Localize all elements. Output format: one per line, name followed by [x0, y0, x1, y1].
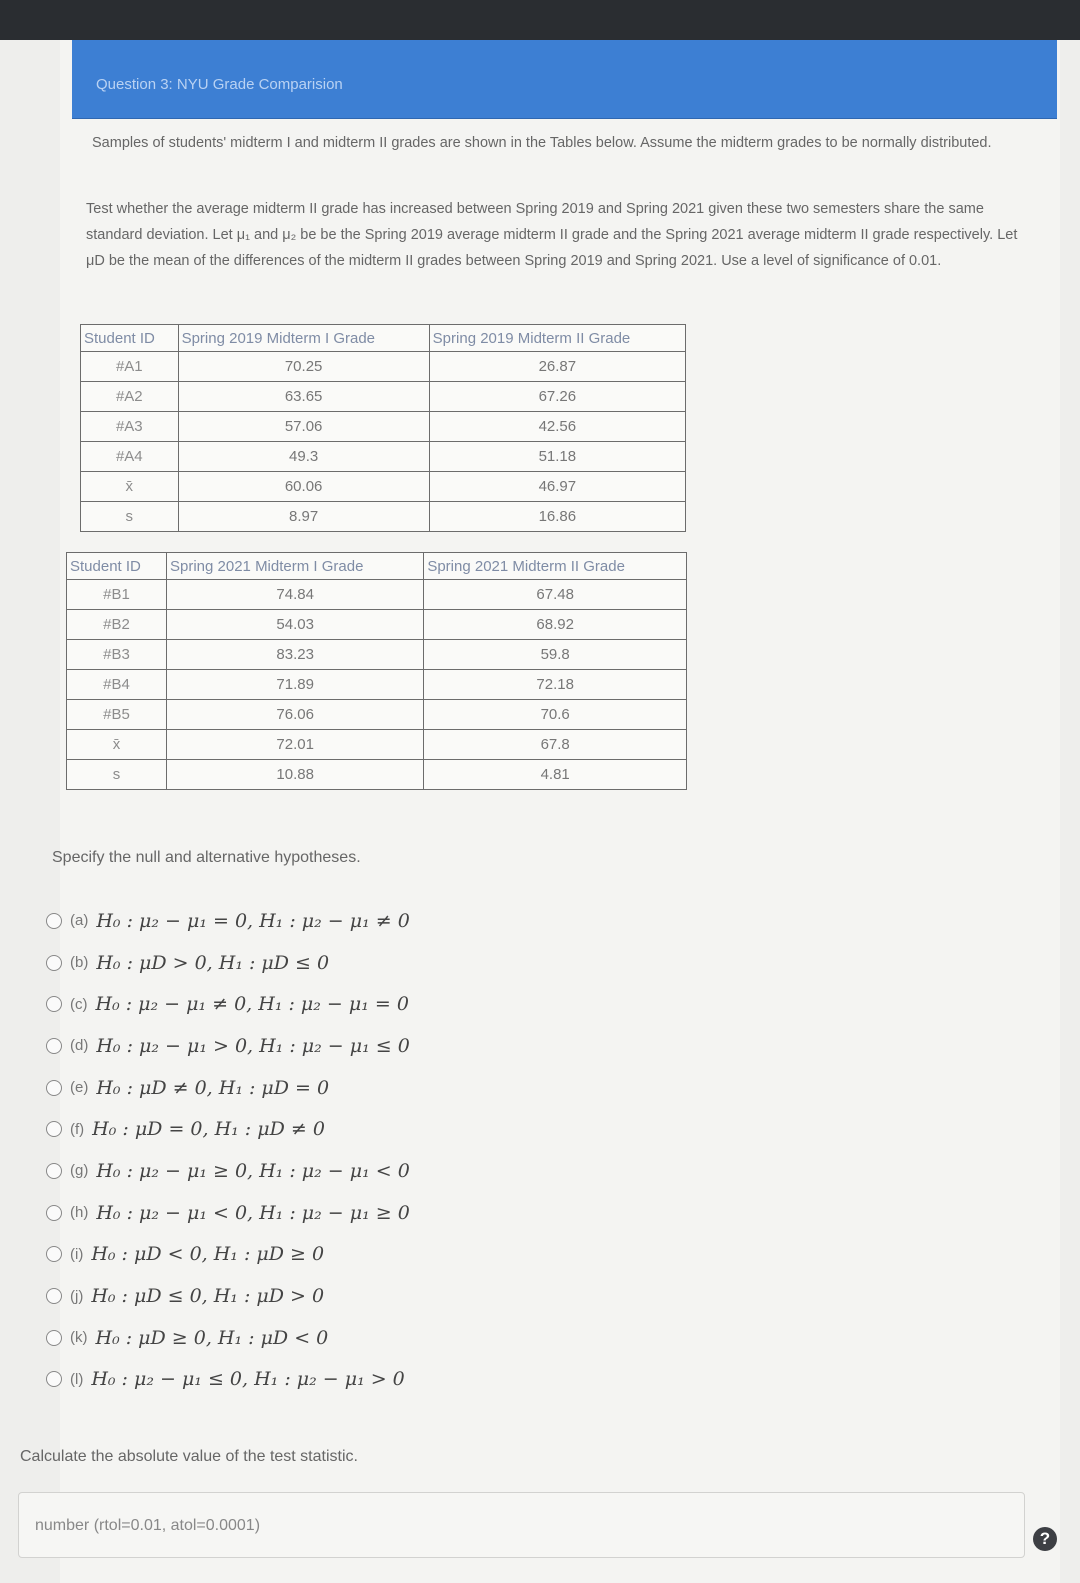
grade-cell: 57.06 [178, 412, 429, 442]
grade-cell: 42.56 [429, 412, 685, 442]
grade-cell: 67.48 [424, 580, 687, 610]
grade-cell: 51.18 [429, 442, 685, 472]
test-statistic-prompt: Calculate the absolute value of the test statistic. [20, 1448, 358, 1465]
grade-cell: 67.26 [429, 382, 685, 412]
task-paragraph: Test whether the average midterm II grade has increased between Spring 2019 and Spring 2021 given these two semesters share the same standard deviation. Let μ₁ and μ₂ be be the Spring 2019 average midterm II grade and the Spring 2021 average midterm II grade respectively. Let μD be the mean of the differences of the midterm II grades between Spring 2019 and Spring 2021. Use a level of significance of 0.01. [86, 201, 1018, 269]
option-letter: (a) [70, 912, 89, 930]
hypothesis-option[interactable] [46, 983, 410, 1025]
table-row [81, 472, 686, 502]
grade-cell: 4.81 [424, 760, 687, 790]
student-id-cell: s [67, 760, 167, 790]
grade-cell: 10.88 [167, 760, 424, 790]
grade-cell: 70.25 [178, 352, 429, 382]
grade-cell: 46.97 [429, 472, 685, 502]
hypothesis-option[interactable] [46, 900, 410, 942]
table-row [67, 760, 687, 790]
option-hypothesis: H₀ : μD < 0, H₁ : μD ≥ 0 [91, 1243, 325, 1266]
hypothesis-option[interactable] [46, 1192, 410, 1234]
grade-cell: 71.89 [167, 670, 424, 700]
radio-button[interactable] [46, 996, 62, 1012]
radio-button[interactable] [46, 1288, 62, 1304]
grade-cell: 67.8 [424, 730, 687, 760]
grade-cell: 26.87 [429, 352, 685, 382]
grade-cell: 83.23 [167, 640, 424, 670]
student-id-cell: x̄ [81, 472, 179, 502]
radio-button[interactable] [46, 1080, 62, 1096]
table-row [67, 700, 687, 730]
column-header: Spring 2021 Midterm II Grade [424, 553, 687, 580]
spring-2021-table [66, 552, 687, 790]
top-bar [0, 0, 1080, 40]
option-letter: (k) [70, 1329, 88, 1347]
radio-button[interactable] [46, 913, 62, 929]
hypothesis-option[interactable] [46, 1275, 410, 1317]
question-header [72, 40, 1057, 119]
student-id-cell: #B2 [67, 610, 167, 640]
table-row [81, 412, 686, 442]
table-header-row [81, 325, 686, 352]
option-letter: (l) [70, 1370, 84, 1388]
option-letter: (e) [70, 1079, 89, 1097]
hypotheses-radio-group [46, 900, 410, 1400]
option-hypothesis: H₀ : μ₂ − μ₁ > 0, H₁ : μ₂ − μ₁ ≤ 0 [96, 1034, 410, 1057]
student-id-cell: #B1 [67, 580, 167, 610]
grade-cell: 70.6 [424, 700, 687, 730]
grade-cell: 68.92 [424, 610, 687, 640]
intro-paragraph: Samples of students' midterm I and midterm II grades are shown in the Tables below. Assume the midterm grades to be normally distributed. [92, 135, 992, 151]
option-hypothesis: H₀ : μD = 0, H₁ : μD ≠ 0 [92, 1118, 325, 1141]
option-hypothesis: H₀ : μD ≥ 0, H₁ : μD < 0 [95, 1326, 329, 1349]
student-id-cell: #A2 [81, 382, 179, 412]
option-letter: (h) [70, 1204, 89, 1222]
hypothesis-option[interactable] [46, 1067, 410, 1109]
column-header: Student ID [81, 325, 179, 352]
student-id-cell: x̄ [67, 730, 167, 760]
radio-button[interactable] [46, 1205, 62, 1221]
grade-cell: 16.86 [429, 502, 685, 532]
student-id-cell: #A4 [81, 442, 179, 472]
hypotheses-prompt: Specify the null and alternative hypotheses. [52, 849, 361, 866]
student-id-cell: #B3 [67, 640, 167, 670]
table-row [67, 640, 687, 670]
table-row [67, 730, 687, 760]
question-mark-icon[interactable]: ? [1033, 1527, 1057, 1551]
grade-cell: 72.18 [424, 670, 687, 700]
column-header: Spring 2019 Midterm I Grade [178, 325, 429, 352]
option-letter: (f) [70, 1120, 85, 1138]
grade-cell: 76.06 [167, 700, 424, 730]
test-statistic-input[interactable] [18, 1492, 1025, 1558]
option-hypothesis: H₀ : μ₂ − μ₁ = 0, H₁ : μ₂ − μ₁ ≠ 0 [96, 909, 410, 932]
option-hypothesis: H₀ : μ₂ − μ₁ < 0, H₁ : μ₂ − μ₁ ≥ 0 [96, 1201, 410, 1224]
column-header: Spring 2019 Midterm II Grade [429, 325, 685, 352]
radio-button[interactable] [46, 1330, 62, 1346]
hypothesis-option[interactable] [46, 1150, 410, 1192]
grade-cell: 74.84 [167, 580, 424, 610]
grade-cell: 63.65 [178, 382, 429, 412]
grade-cell: 54.03 [167, 610, 424, 640]
table-row [81, 352, 686, 382]
hypothesis-option[interactable] [46, 1317, 410, 1359]
hypothesis-option[interactable] [46, 1108, 410, 1150]
option-hypothesis: H₀ : μ₂ − μ₁ ≠ 0, H₁ : μ₂ − μ₁ = 0 [95, 993, 409, 1016]
table-header-row [67, 553, 687, 580]
question-title: Question 3: NYU Grade Comparision [96, 76, 343, 93]
radio-button[interactable] [46, 1038, 62, 1054]
hypothesis-option[interactable] [46, 942, 410, 984]
option-letter: (j) [70, 1287, 84, 1305]
hypothesis-option[interactable] [46, 1359, 410, 1401]
column-header: Spring 2021 Midterm I Grade [167, 553, 424, 580]
student-id-cell: #A1 [81, 352, 179, 382]
input-placeholder: number (rtol=0.01, atol=0.0001) [35, 1517, 261, 1534]
grade-cell: 8.97 [178, 502, 429, 532]
grade-cell: 72.01 [167, 730, 424, 760]
table-row [67, 610, 687, 640]
table-row [81, 442, 686, 472]
option-letter: (d) [70, 1037, 89, 1055]
option-hypothesis: H₀ : μD > 0, H₁ : μD ≤ 0 [96, 951, 330, 974]
radio-button[interactable] [46, 1371, 62, 1387]
option-hypothesis: H₀ : μD ≠ 0, H₁ : μD = 0 [96, 1076, 330, 1099]
option-hypothesis: H₀ : μD ≤ 0, H₁ : μD > 0 [91, 1285, 325, 1308]
student-id-cell: #B4 [67, 670, 167, 700]
student-id-cell: #A3 [81, 412, 179, 442]
hypothesis-option[interactable] [46, 1025, 410, 1067]
option-hypothesis: H₀ : μ₂ − μ₁ ≥ 0, H₁ : μ₂ − μ₁ < 0 [96, 1159, 410, 1182]
option-letter: (b) [70, 954, 89, 972]
option-letter: (i) [70, 1245, 84, 1263]
radio-button[interactable] [46, 955, 62, 971]
grade-cell: 49.3 [178, 442, 429, 472]
hypothesis-option[interactable] [46, 1234, 410, 1276]
radio-button[interactable] [46, 1121, 62, 1137]
option-letter: (c) [70, 995, 88, 1013]
table-row [81, 502, 686, 532]
grade-cell: 60.06 [178, 472, 429, 502]
student-id-cell: s [81, 502, 179, 532]
radio-button[interactable] [46, 1163, 62, 1179]
spring-2019-table [80, 324, 686, 532]
radio-button[interactable] [46, 1246, 62, 1262]
table-row [67, 670, 687, 700]
option-letter: (g) [70, 1162, 89, 1180]
grade-cell: 59.8 [424, 640, 687, 670]
table-row [81, 382, 686, 412]
table-row [67, 580, 687, 610]
student-id-cell: #B5 [67, 700, 167, 730]
column-header: Student ID [67, 553, 167, 580]
option-hypothesis: H₀ : μ₂ − μ₁ ≤ 0, H₁ : μ₂ − μ₁ > 0 [91, 1368, 405, 1391]
